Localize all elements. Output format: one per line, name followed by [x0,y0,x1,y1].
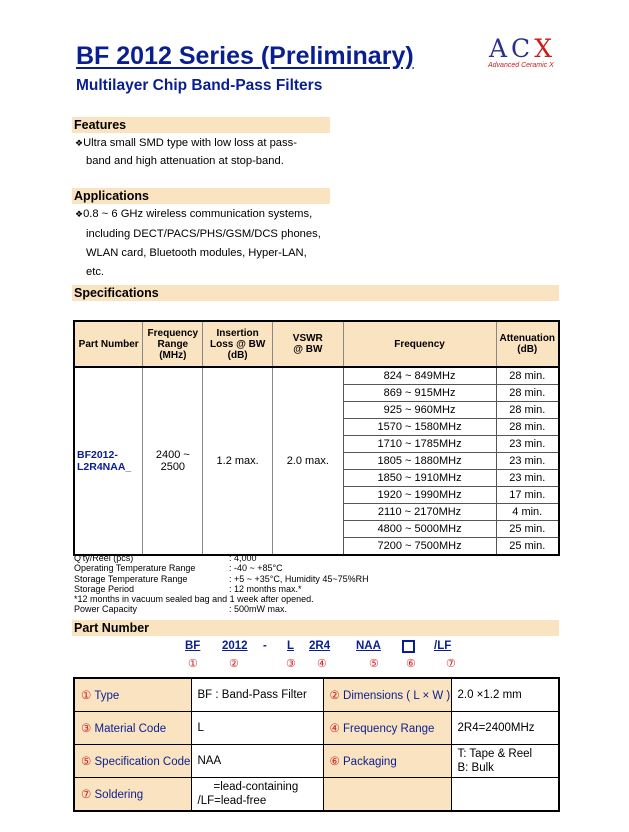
value-packaging: T: Tape & Reel B: Bulk [451,745,559,778]
frequency-cell: 1850 ~ 1910MHz [343,470,496,487]
attenuation-cell: 23 min. [496,436,559,453]
note-line: Power Capacity : 500mW max. [74,604,288,615]
code-dimensions: 2012 [222,640,248,652]
frequency-cell: 824 ~ 849MHz [343,367,496,385]
insertion-loss-cell: 1.2 max. [203,367,273,555]
value-dimensions: 2.0 ×1.2 mm [451,678,559,712]
code-material: L [287,640,295,652]
table-row [74,745,559,778]
code-index: ④ [317,658,327,670]
col-frequency: Frequency [343,321,496,367]
value-frequency-range: 2R4=2400MHz [451,712,559,745]
bullet-icon: ❖ [75,209,84,219]
page-subtitle: Multilayer Chip Band-Pass Filters [76,77,323,94]
note-line: Storage Temperature Range : +5 ~ +35°C, Humidity 45~75%RH [74,573,369,584]
col-part-number: Part Number [74,321,143,367]
value-empty [451,778,559,812]
value-specification-code: NAA [191,745,323,778]
value-type: BF : Band-Pass Filter [191,678,323,712]
code-index: ③ [286,658,296,670]
frequency-range-cell: 2400 ~ 2500 [143,367,203,555]
applications-line-4: etc. [86,266,105,278]
part-number-table [73,677,560,812]
frequency-cell: 1805 ~ 1880MHz [343,453,496,470]
col-insertion-loss: Insertion Loss @ BW (dB) [203,321,273,367]
label-soldering: ⑦ Soldering [74,778,191,812]
bullet-icon: ❖ [75,138,84,148]
applications-line-1: ❖0.8 ~ 6 GHz wireless communication systems, [75,208,313,220]
attenuation-cell: 28 min. [496,402,559,419]
attenuation-cell: 23 min. [496,470,559,487]
attenuation-cell: 28 min. [496,419,559,436]
frequency-cell: 1710 ~ 1785MHz [343,436,496,453]
code-dash: - [263,640,267,652]
features-line-1: ❖Ultra small SMD type with low loss at pass- [75,137,297,149]
code-index: ⑦ [446,658,456,670]
table-row [74,712,559,745]
specifications-heading: Specifications [72,285,559,301]
features-line-2: band and high attenuation at stop-band. [86,155,284,167]
code-packaging-box [402,640,415,655]
applications-line-2: including DECT/PACS/PHS/GSM/DCS phones, [86,228,321,240]
note-line: Operating Temperature Range : -40 ~ +85°C [74,563,283,574]
applications-line-3: WLAN card, Bluetooth modules, Hyper-LAN, [86,247,307,259]
vswr-cell: 2.0 max. [286,455,329,467]
col-vswr: VSWR @ BW [273,321,344,367]
frequency-cell: 4800 ~ 5000MHz [343,521,496,538]
code-index: ⑥ [406,658,416,670]
page-title: BF 2012 Series (Preliminary) [76,42,414,70]
code-frequency: 2R4 [309,640,331,652]
frequency-cell: 2110 ~ 2170MHz [343,504,496,521]
attenuation-cell: 25 min. [496,521,559,538]
label-frequency-range: ④ Frequency Range [323,712,451,745]
applications-heading: Applications [72,188,330,204]
table-row [74,778,559,812]
company-logo [486,34,566,72]
col-attenuation: Attenuation (dB) [496,321,559,367]
frequency-cell: 7200 ~ 7500MHz [343,538,496,556]
attenuation-cell: 23 min. [496,453,559,470]
attenuation-cell: 28 min. [496,385,559,402]
attenuation-cell: 17 min. [496,487,559,504]
attenuation-cell: 4 min. [496,504,559,521]
label-dimensions: ② Dimensions ( L × W ) [323,678,451,712]
value-material-code: L [191,712,323,745]
note-line: Storage Period : 12 months max.* [74,583,302,594]
part-number-cell: BF2012- L2R4NAA_ [74,367,143,555]
label-specification-code: ⑤ Specification Code [74,745,191,778]
part-number-heading: Part Number [72,620,559,636]
attenuation-cell: 28 min. [496,367,559,385]
label-packaging: ⑥ Packaging [323,745,451,778]
features-heading: Features [72,117,330,133]
packaging-box-icon [402,640,415,653]
frequency-cell: 925 ~ 960MHz [343,402,496,419]
frequency-cell: 1920 ~ 1990MHz [343,487,496,504]
note-line: Q'ty/Reel (pcs) : 4,000 [74,553,257,563]
frequency-cell: 1570 ~ 1580MHz [343,419,496,436]
note-line: *12 months in vacuum sealed bag and 1 week after opened. [74,594,314,605]
code-index: ① [188,658,198,670]
code-soldering: /LF [434,640,452,652]
value-soldering: =lead-containing /LF=lead-free [191,778,323,812]
specifications-table [73,320,560,556]
code-index: ⑤ [369,658,379,670]
table-row [74,367,559,385]
attenuation-cell: 25 min. [509,540,546,552]
frequency-cell: 869 ~ 915MHz [343,385,496,402]
col-frequency-range: Frequency Range (MHz) [143,321,203,367]
label-material-code: ③ Material Code [74,712,191,745]
label-empty [323,778,451,812]
code-index: ② [229,658,239,670]
logo-tagline: Advanced Ceramic X [488,62,554,69]
table-row [74,678,559,712]
code-type: BF [185,640,201,652]
code-specification: NAA [356,640,381,652]
spec-notes [74,553,369,615]
label-type: ① Type [74,678,191,712]
logo-text: ACX [489,34,556,63]
